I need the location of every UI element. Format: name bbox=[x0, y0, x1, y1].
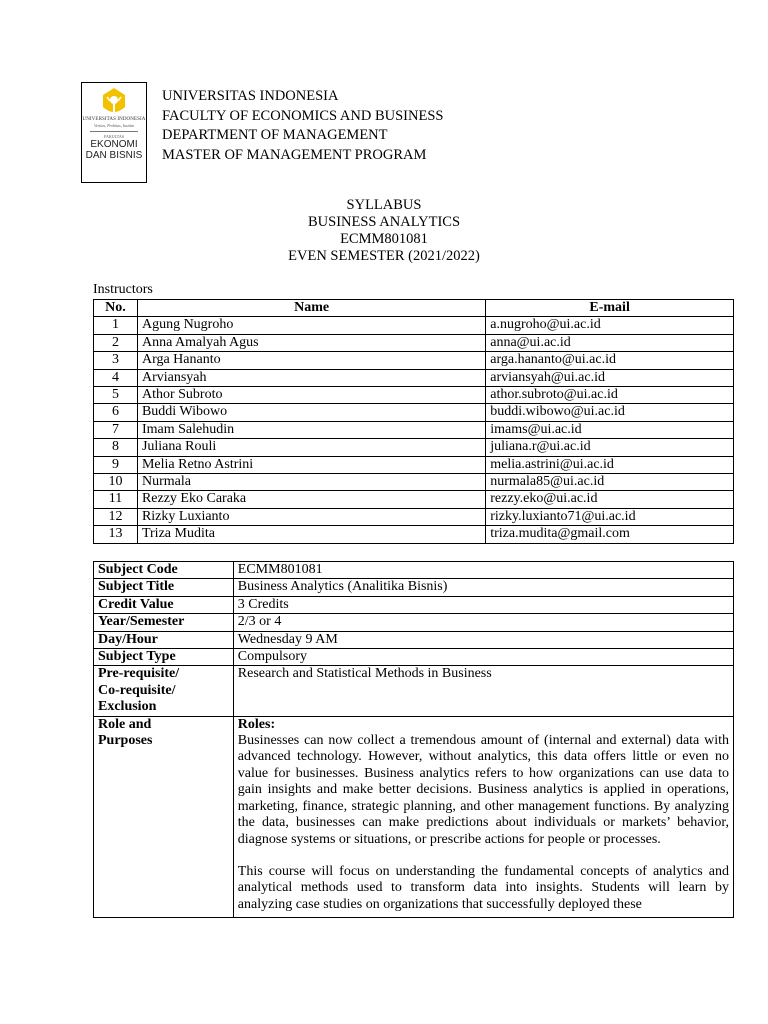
table-row bbox=[94, 508, 734, 525]
column-header-no: No. bbox=[94, 300, 138, 317]
instructor-email: arviansyah@ui.ac.id bbox=[486, 369, 734, 386]
instructor-email: a.nugroho@ui.ac.id bbox=[486, 317, 734, 334]
instructor-name: Nurmala bbox=[137, 474, 485, 491]
year-semester-row bbox=[94, 614, 734, 631]
day-hour-value: Wednesday 9 AM bbox=[233, 631, 733, 648]
instructors-body bbox=[94, 317, 734, 543]
instructor-email: imams@ui.ac.id bbox=[486, 421, 734, 438]
table-row bbox=[94, 526, 734, 543]
table-row bbox=[94, 352, 734, 369]
instructor-no: 13 bbox=[94, 526, 138, 543]
instructor-no: 11 bbox=[94, 491, 138, 508]
instructor-name: Imam Salehudin bbox=[137, 421, 485, 438]
instructors-table bbox=[93, 299, 734, 544]
instructor-email: athor.subroto@ui.ac.id bbox=[486, 387, 734, 404]
table-row bbox=[94, 369, 734, 386]
subject-type-row bbox=[94, 649, 734, 666]
subject-type-value: Compulsory bbox=[233, 649, 733, 666]
prerequisite-label bbox=[94, 666, 234, 716]
instructor-no: 6 bbox=[94, 404, 138, 421]
credit-value: 3 Credits bbox=[233, 596, 733, 613]
prerequisite-label-line-2: Co-requisite/ bbox=[98, 682, 176, 698]
instructor-email: anna@ui.ac.id bbox=[486, 334, 734, 351]
instructor-name: Juliana Rouli bbox=[137, 439, 485, 456]
column-header-name: Name bbox=[137, 300, 485, 317]
header-department: DEPARTMENT OF MANAGEMENT bbox=[162, 127, 388, 143]
table-row bbox=[94, 474, 734, 491]
logo-faculty-line-2: DAN BISNIS bbox=[85, 150, 143, 161]
instructor-no: 3 bbox=[94, 352, 138, 369]
instructor-name: Arga Hananto bbox=[137, 352, 485, 369]
faculty-logo bbox=[81, 82, 147, 183]
instructor-name: Agung Nugroho bbox=[137, 317, 485, 334]
table-row bbox=[94, 491, 734, 508]
instructor-name: Triza Mudita bbox=[137, 526, 485, 543]
institution-header bbox=[162, 87, 443, 165]
prerequisite-label-line-1: Pre-requisite/ bbox=[98, 666, 180, 682]
title-code: ECMM801081 bbox=[340, 231, 428, 247]
instructor-name: Arviansyah bbox=[137, 369, 485, 386]
subject-code-label: Subject Code bbox=[94, 562, 234, 579]
instructor-email: rizky.luxianto71@ui.ac.id bbox=[486, 508, 734, 525]
subject-info-table bbox=[93, 561, 734, 918]
subject-title-row bbox=[94, 579, 734, 596]
year-semester-label: Year/Semester bbox=[94, 614, 234, 631]
instructor-no: 10 bbox=[94, 474, 138, 491]
instructors-label: Instructors bbox=[93, 282, 153, 297]
role-purposes-label bbox=[94, 716, 234, 917]
instructor-name: Rizky Luxianto bbox=[137, 508, 485, 525]
prerequisite-value: Research and Statistical Methods in Business bbox=[233, 666, 733, 716]
role-purposes-value bbox=[233, 716, 733, 917]
credit-value-label: Credit Value bbox=[94, 596, 234, 613]
subject-code-row bbox=[94, 562, 734, 579]
instructor-email: nurmala85@ui.ac.id bbox=[486, 474, 734, 491]
makara-emblem-icon bbox=[101, 87, 127, 117]
column-header-email: E-mail bbox=[486, 300, 734, 317]
instructor-name: Buddi Wibowo bbox=[137, 404, 485, 421]
table-row bbox=[94, 421, 734, 438]
instructor-name: Anna Amalyah Agus bbox=[137, 334, 485, 351]
year-semester-value: 2/3 or 4 bbox=[233, 614, 733, 631]
instructor-no: 2 bbox=[94, 334, 138, 351]
instructor-name: Rezzy Eko Caraka bbox=[137, 491, 485, 508]
subject-type-label: Subject Type bbox=[94, 649, 234, 666]
title-course: BUSINESS ANALYTICS bbox=[307, 214, 461, 230]
header-university: UNIVERSITAS INDONESIA bbox=[162, 88, 339, 104]
instructor-name: Athor Subroto bbox=[137, 387, 485, 404]
role-purposes-row bbox=[94, 716, 734, 917]
logo-faculty-line-1: EKONOMI bbox=[90, 139, 138, 150]
day-hour-row bbox=[94, 631, 734, 648]
subject-code-value: ECMM801081 bbox=[233, 562, 733, 579]
table-row bbox=[94, 334, 734, 351]
instructor-no: 12 bbox=[94, 508, 138, 525]
instructor-email: juliana.r@ui.ac.id bbox=[486, 439, 734, 456]
title-syllabus: SYLLABUS bbox=[346, 197, 422, 213]
subject-title-value: Business Analytics (Analitika Bisnis) bbox=[233, 579, 733, 596]
prerequisite-label-line-3: Exclusion bbox=[98, 699, 157, 715]
instructors-header-row bbox=[94, 300, 734, 317]
instructor-email: arga.hananto@ui.ac.id bbox=[486, 352, 734, 369]
table-row bbox=[94, 387, 734, 404]
document-title bbox=[0, 197, 768, 265]
instructor-email: buddi.wibowo@ui.ac.id bbox=[486, 404, 734, 421]
instructor-name: Melia Retno Astrini bbox=[137, 456, 485, 473]
instructor-no: 4 bbox=[94, 369, 138, 386]
logo-university-name: UNIVERSITAS INDONESIA bbox=[82, 117, 146, 122]
title-semester: EVEN SEMESTER (2021/2022) bbox=[288, 248, 480, 264]
logo-motto: Veritas, Probitas, Iustitia bbox=[93, 123, 135, 128]
instructor-no: 8 bbox=[94, 439, 138, 456]
role-label-line-1: Role and bbox=[98, 716, 152, 732]
instructor-email: melia.astrini@ui.ac.id bbox=[486, 456, 734, 473]
instructor-no: 9 bbox=[94, 456, 138, 473]
prerequisite-row bbox=[94, 666, 734, 716]
table-row bbox=[94, 439, 734, 456]
day-hour-label: Day/Hour bbox=[94, 631, 234, 648]
header-program: MASTER OF MANAGEMENT PROGRAM bbox=[162, 146, 427, 163]
subject-title-label: Subject Title bbox=[94, 579, 234, 596]
header-faculty: FACULTY OF ECONOMICS AND BUSINESS bbox=[162, 107, 444, 124]
instructor-email: rezzy.eko@ui.ac.id bbox=[486, 491, 734, 508]
table-row bbox=[94, 404, 734, 421]
table-row bbox=[94, 317, 734, 334]
role-label-line-2: Purposes bbox=[98, 733, 153, 749]
instructor-no: 5 bbox=[94, 387, 138, 404]
instructor-email: triza.mudita@gmail.com bbox=[486, 526, 734, 543]
roles-heading: Roles: bbox=[237, 716, 276, 732]
credit-value-row bbox=[94, 596, 734, 613]
table-row bbox=[94, 456, 734, 473]
roles-paragraph-1: Businesses can now collect a tremendous amount of (internal and external) data with advanced technology. However, without analytics, this data offers little or even no value for businesses. Business analytics refers to how organizations can use data to gain insights and make better decisions. Business analytics is applied in operations, marketing, finance, strategic planning, and other management functions. By analyzing the data, businesses can make predictions about individuals or markets’ behavior, diagnose systems or situations, or prescribe actions for people or processes. bbox=[237, 733, 729, 847]
instructor-no: 7 bbox=[94, 421, 138, 438]
instructor-no: 1 bbox=[94, 317, 138, 334]
logo-divider bbox=[90, 131, 138, 132]
logo-faculty-label: FAKULTAS bbox=[104, 134, 124, 139]
roles-paragraph-2: This course will focus on understanding the fundamental concepts of analytics and analytical methods used to transform data into insights. Students will learn by analyzing case studies on organizations that successfully deployed these bbox=[237, 863, 729, 912]
